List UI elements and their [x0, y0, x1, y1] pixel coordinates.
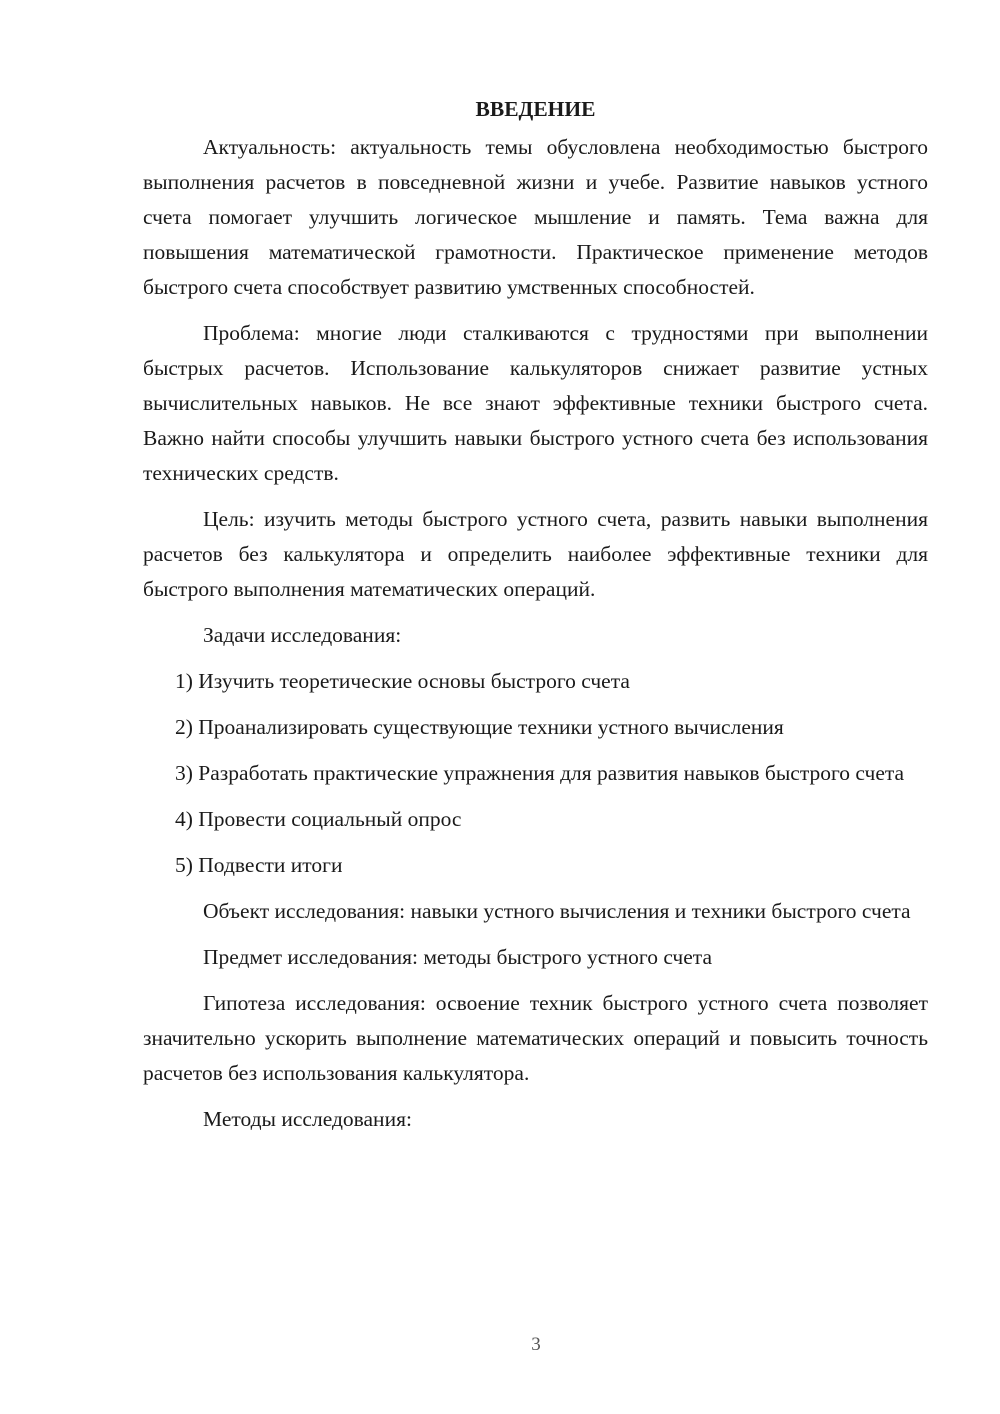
methods-heading: Методы исследования:	[203, 1107, 412, 1131]
goal-paragraph: Цель: изучить методы быстрого устного счета, развить навыки выполнения расчетов без калькулятора и определить наиболее эффективные техники для быстрого выполнения математических операций.	[143, 507, 928, 601]
subject-paragraph: Предмет исследования: методы быстрого устного счета	[203, 945, 712, 969]
page-number: 3	[531, 1334, 541, 1355]
task-item-3: 3) Разработать практические упражнения для развития навыков быстрого счета	[175, 761, 905, 785]
task-item-4: 4) Провести социальный опрос	[175, 807, 462, 831]
hypothesis-paragraph: Гипотеза исследования: освоение техник быстрого устного счета позволяет значительно ускорить выполнение математических операций и повысить точность расчетов без использования калькулятора.	[143, 991, 928, 1085]
task-item-5: 5) Подвести итоги	[175, 853, 343, 877]
problem-paragraph: Проблема: многие люди сталкиваются с трудностями при выполнении быстрых расчетов. Использование калькуляторов снижает развитие устных вычислительных навыков. Не все знают эффективные техники быстрого счета. Важно найти способы улучшить навыки быстрого устного счета без использования технических средств.	[143, 321, 928, 485]
relevance-paragraph: Актуальность: актуальность темы обусловлена необходимостью быстрого выполнения расчетов в повседневной жизни и учебе. Развитие навыков устного счета помогает улучшить логическое мышление и память. Тема важна для повышения математической грамотности. Практическое применение методов быстрого счета способствует развитию умственных способностей.	[143, 135, 928, 299]
section-title: ВВЕДЕНИЕ	[475, 97, 596, 121]
document-page	[143, 92, 928, 1148]
task-item-1: 1) Изучить теоретические основы быстрого счета	[175, 669, 630, 693]
task-item-2: 2) Проанализировать существующие техники устного вычисления	[175, 715, 784, 739]
tasks-heading: Задачи исследования:	[203, 623, 402, 647]
object-paragraph: Объект исследования: навыки устного вычисления и техники быстрого счета	[203, 899, 911, 923]
